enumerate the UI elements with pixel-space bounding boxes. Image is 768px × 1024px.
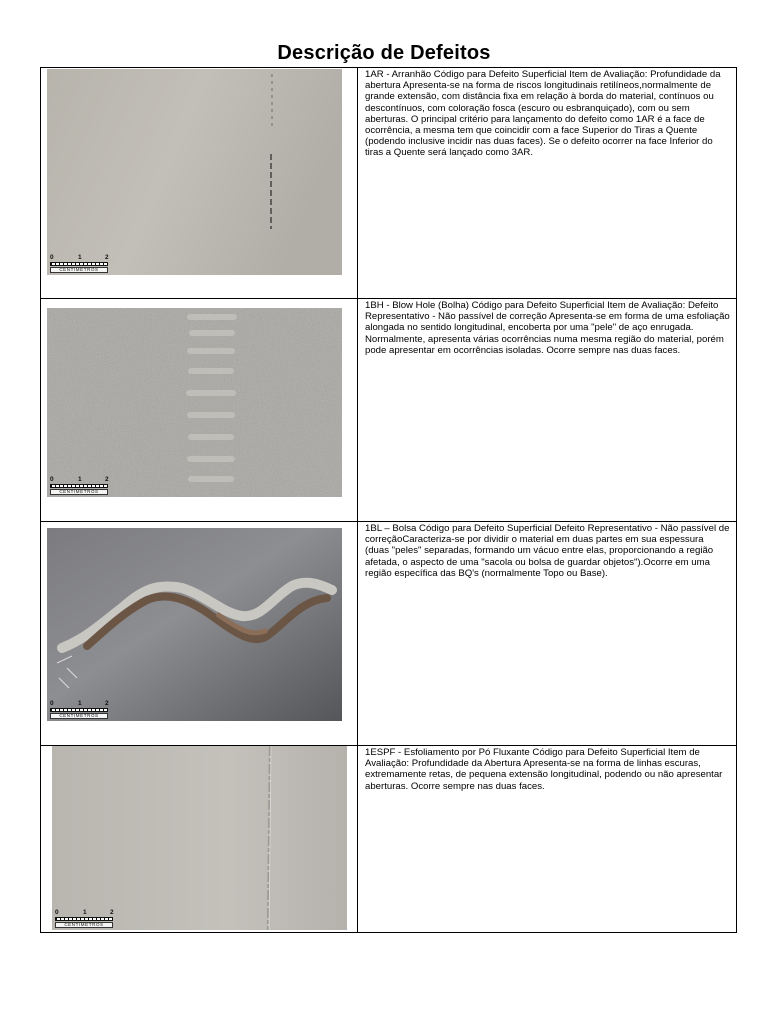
table-row bbox=[41, 299, 737, 522]
scale-bar: 0 1 2 CENTIMETROS bbox=[55, 909, 114, 927]
defect-photo-1bh bbox=[47, 308, 342, 497]
table-row bbox=[41, 746, 737, 933]
defect-description-1bh: 1BH - Blow Hole (Bolha) Código para Defeito Superficial Item de Avaliação: Defeito Representativo - Não passível de correção Apresenta-se em forma de uma esfoliação alongada no sentido longitudinal, encoberta por uma "pele" de aço enrugada. Normalmente, apresenta várias ocorrências numa mesma região do material, porém pode apresentar em ocorrências isoladas. Ocorre sempre nas duas faces. bbox=[358, 299, 737, 522]
scale-bar: 0 1 2 CENTIMETROS bbox=[50, 254, 109, 272]
scale-ruler bbox=[50, 484, 108, 488]
image-cell bbox=[41, 746, 358, 933]
scale-ruler bbox=[50, 262, 108, 266]
defects-table bbox=[40, 67, 737, 933]
defect-description-1espf: 1ESPF - Esfoliamento por Pó Fluxante Código para Defeito Superficial Item de Avaliação: Profundidade da Abertura Apresenta-se na forma de linhas escuras, extremamente retas, de pequena extensão longitudinal, podendo ou não apresentar aberturas. Ocorre sempre nas duas faces. bbox=[358, 746, 737, 933]
scale-bar: 0 1 2 CENTIMETROS bbox=[50, 700, 109, 718]
defect-photo-1bl bbox=[47, 528, 342, 721]
image-cell bbox=[41, 299, 358, 522]
table-row bbox=[41, 522, 737, 746]
image-cell bbox=[41, 68, 358, 299]
image-cell bbox=[41, 522, 358, 746]
scale-ruler bbox=[55, 917, 113, 921]
defect-photo-1espf bbox=[52, 746, 347, 930]
defect-description-1bl: 1BL – Bolsa Código para Defeito Superficial Defeito Representativo - Não passível de correçãoCaracteriza-se por dividir o material em duas partes em sua espessura (duas "peles" separadas, formando um vácuo entre elas, proporcionando a região afetada, o aspecto de uma "sacola ou bolsa de guardar objetos").Ocorre em uma região específica das BQ's (normalmente Topo ou Base). bbox=[358, 522, 737, 746]
page-title: Descrição de Defeitos bbox=[277, 42, 491, 64]
scale-ruler bbox=[50, 708, 108, 712]
defect-description-1ar: 1AR - Arranhão Código para Defeito Superficial Item de Avaliação: Profundidade da abertura Apresenta-se na forma de riscos longitudinais retilíneos,normalmente de grande extensão, com distância fixa em relação à borda do material, contínuos ou descontínuos, com coloração fosca (escuro ou esbranquiçado), com ou sem aberturas. O principal critério para lançamento do defeito como 1AR é a face de ocorrência, a mesma tem que coincidir com a face Superior do Tiras a Quente (podendo inclusive incidir nas duas faces). Se o defeito ocorrer na face Inferior do tiras a Quente será lançado como 3AR. bbox=[358, 68, 737, 299]
defect-photo-1ar bbox=[47, 69, 342, 275]
scale-bar: 0 1 2 CENTIMETROS bbox=[50, 476, 109, 494]
table-row bbox=[41, 68, 737, 299]
